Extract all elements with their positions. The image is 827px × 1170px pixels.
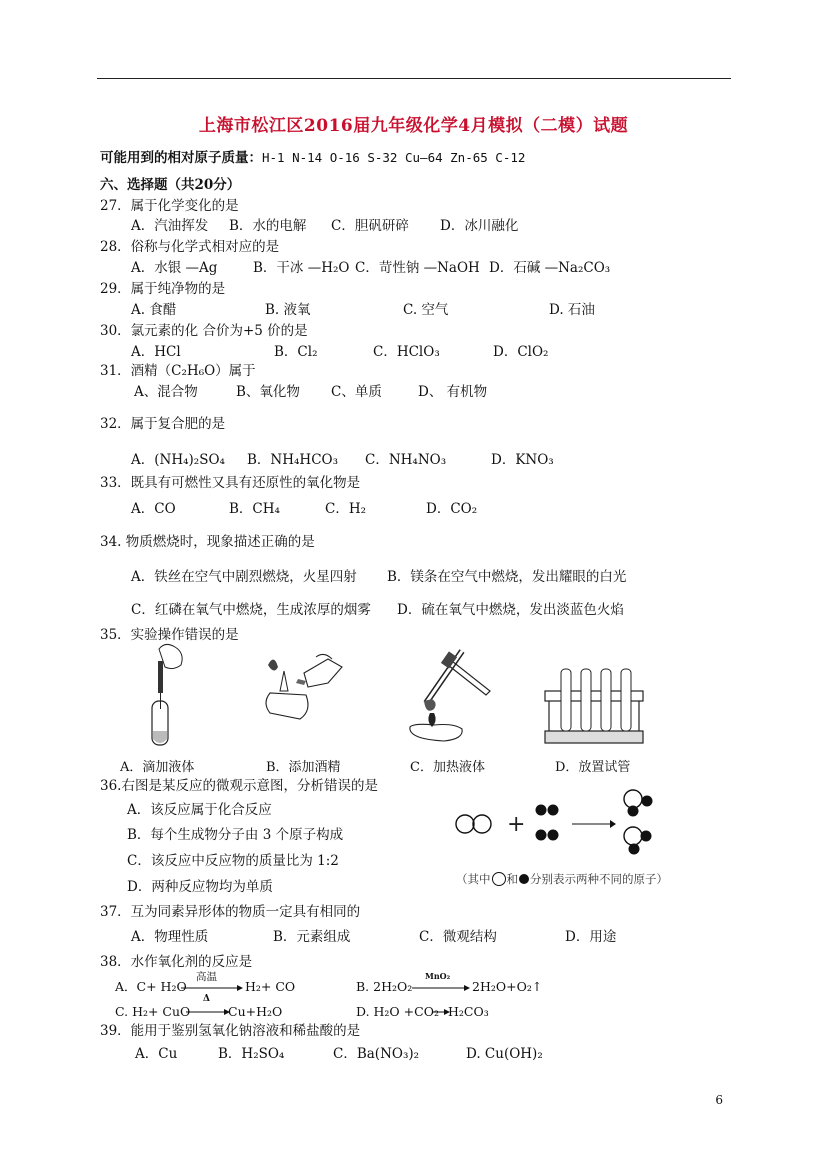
legend-prefix: （其中	[456, 872, 491, 886]
q38-option-b-right: 2H₂O+O₂↑	[472, 979, 543, 994]
q35-stem: 35．实验操作错误的是	[100, 627, 239, 643]
heating-liquid-illustration	[404, 643, 494, 743]
q29-option-b: B. 液氧	[265, 302, 311, 318]
q30-option-b: B．Cl₂	[274, 344, 318, 360]
q33-stem: 33．既具有可燃性又具有还原性的氧化物是	[100, 475, 361, 491]
test-tube-rack-illustration	[543, 667, 645, 747]
q32-option-a: A．(NH₄)₂SO₄	[131, 452, 225, 468]
q39-option-c: C．Ba(NO₃)₂	[333, 1046, 420, 1062]
q30-option-c: C．HClO₃	[373, 344, 440, 360]
q37-option-b: B．元素组成	[273, 929, 351, 945]
q38-option-c-right: Cu+H₂O	[228, 1004, 283, 1019]
q39-stem: 39．能用于鉴别氢氧化钠溶液和稀盐酸的是	[100, 1023, 361, 1039]
q33-option-d: D．CO₂	[426, 501, 478, 517]
svg-text:+: +	[507, 812, 526, 837]
q29-option-a: A. 食醋	[131, 302, 177, 318]
q31-stem: 31．酒精（C₂H₆O）属于	[100, 363, 256, 379]
q38-option-a-left: A．C+ H₂O	[115, 979, 187, 994]
q28-option-c: C．苛性钠 —NaOH	[355, 260, 480, 276]
q32-option-c: C．NH₄NO₃	[365, 452, 447, 468]
q35-option-d: D．放置试管	[555, 760, 631, 775]
q38-option-a-right: H₂+ CO	[245, 979, 296, 994]
q36-stem: 36.右图是某反应的微观示意图，分析错误的是	[100, 778, 378, 794]
reaction-legend	[456, 871, 668, 887]
q31-option-d: D、 有机物	[418, 384, 488, 400]
q36-option-d: D．两种反应物均为单质	[127, 879, 273, 895]
q30-option-a: A．HCl	[131, 344, 181, 360]
q28-option-d: D．石碱 —Na₂CO₃	[489, 260, 611, 276]
dropping-liquid-illustration	[145, 643, 195, 747]
q27-option-d: D．冰川融化	[440, 218, 519, 234]
atomic-mass-line	[100, 149, 525, 167]
q36-option-a: A．该反应属于化合反应	[127, 802, 272, 818]
q28-option-b: B．干冰 —H₂O	[253, 260, 350, 276]
q38-option-b-condition: MnO₂	[425, 971, 451, 981]
hollow-atom-icon	[492, 872, 506, 886]
q35-option-a: A．滴加液体	[120, 760, 195, 775]
q30-option-d: D．ClO₂	[493, 344, 549, 360]
q34-option-d: D．硫在氧气中燃烧，发出淡蓝色火焰	[397, 602, 624, 618]
q35-option-c: C．加热液体	[410, 760, 485, 775]
q38-option-c-left: C. H₂+ CuO	[115, 1004, 191, 1019]
q37-option-a: A．物理性质	[131, 929, 209, 945]
q27-option-b: B．水的电解	[229, 218, 307, 234]
q39-option-d: D. Cu(OH)₂	[466, 1046, 543, 1062]
q38-option-d-right: H₂CO₃	[448, 1004, 489, 1019]
q38-a-arrow	[181, 984, 243, 992]
q38-option-d-left: D. H₂O +CO₂	[356, 1004, 439, 1019]
legend-and: 和	[506, 872, 518, 886]
q32-option-d: D．KNO₃	[491, 452, 554, 468]
page-number: 6	[715, 1093, 723, 1107]
q37-stem: 37．互为同素异形体的物质一定具有相同的	[100, 904, 361, 920]
q31-option-b: B、氧化物	[236, 384, 300, 400]
q32-option-b: B．NH₄HCO₃	[247, 452, 338, 468]
q27-option-a: A．汽油挥发	[131, 218, 209, 234]
q34-option-b: B．镁条在空气中燃烧，发出耀眼的白光	[387, 569, 627, 585]
q30-stem: 30．氯元素的化 合价为+5 价的是	[100, 323, 308, 339]
q34-option-c: C．红磷在氧气中燃烧，生成浓厚的烟雾	[131, 602, 371, 618]
q38-b-arrow	[412, 984, 470, 992]
q38-option-c-condition: Δ	[203, 994, 210, 1004]
q29-option-d: D. 石油	[549, 302, 595, 318]
q38-stem: 38．水作氧化剂的反应是	[100, 954, 253, 970]
q34-stem: 34. 物质燃烧时，现象描述正确的是	[100, 534, 315, 550]
section-heading: 六、选择题（共20分）	[100, 177, 241, 193]
q36-option-b: B．每个生成物分子由 3 个原子构成	[127, 827, 344, 843]
q34-option-a: A．铁丝在空气中剧烈燃烧，火星四射	[131, 569, 357, 585]
q38-option-b-left: B. 2H₂O₂	[356, 979, 413, 994]
reaction-micro-diagram	[452, 788, 672, 860]
atomic-mass-values: H-1 N-14 O-16 S-32 Cu—64 Zn-65 C-12	[262, 150, 526, 165]
page-title: 上海市松江区2016届九年级化学4月模拟（二模）试题	[198, 116, 629, 136]
q39-option-a: A．Cu	[135, 1046, 178, 1062]
solid-atom-icon	[519, 874, 529, 884]
q33-option-b: B．CH₄	[229, 501, 280, 517]
q33-option-c: C．H₂	[325, 501, 367, 517]
q31-option-a: A、混合物	[134, 384, 198, 400]
atomic-mass-label: 可能用到的相对原子质量：	[100, 150, 262, 166]
q29-option-c: C. 空气	[403, 302, 449, 318]
q36-option-c: C．该反应中反应物的质量比为 1:2	[127, 853, 339, 869]
q29-stem: 29．属于纯净物的是	[100, 281, 226, 297]
q38-c-arrow	[186, 1008, 230, 1016]
q38-option-a-condition: 高温	[196, 971, 217, 983]
q27-stem: 27．属于化学变化的是	[100, 198, 239, 214]
q28-option-a: A．水银 —Ag	[131, 260, 218, 276]
q37-option-c: C．微观结构	[419, 929, 497, 945]
q31-option-c: C、单质	[331, 384, 382, 400]
q37-option-d: D．用途	[565, 929, 617, 945]
q27-option-c: C．胆矾研碎	[331, 218, 409, 234]
q33-option-a: A．CO	[131, 501, 176, 517]
q39-option-b: B．H₂SO₄	[218, 1046, 285, 1062]
legend-suffix: 分别表示两种不同的原子）	[530, 872, 668, 886]
q32-stem: 32．属于复合肥的是	[100, 416, 226, 432]
header-rule	[97, 78, 731, 79]
adding-alcohol-illustration	[258, 653, 348, 725]
q35-option-b: B．添加酒精	[266, 760, 341, 775]
q28-stem: 28．俗称与化学式相对应的是	[100, 239, 280, 255]
